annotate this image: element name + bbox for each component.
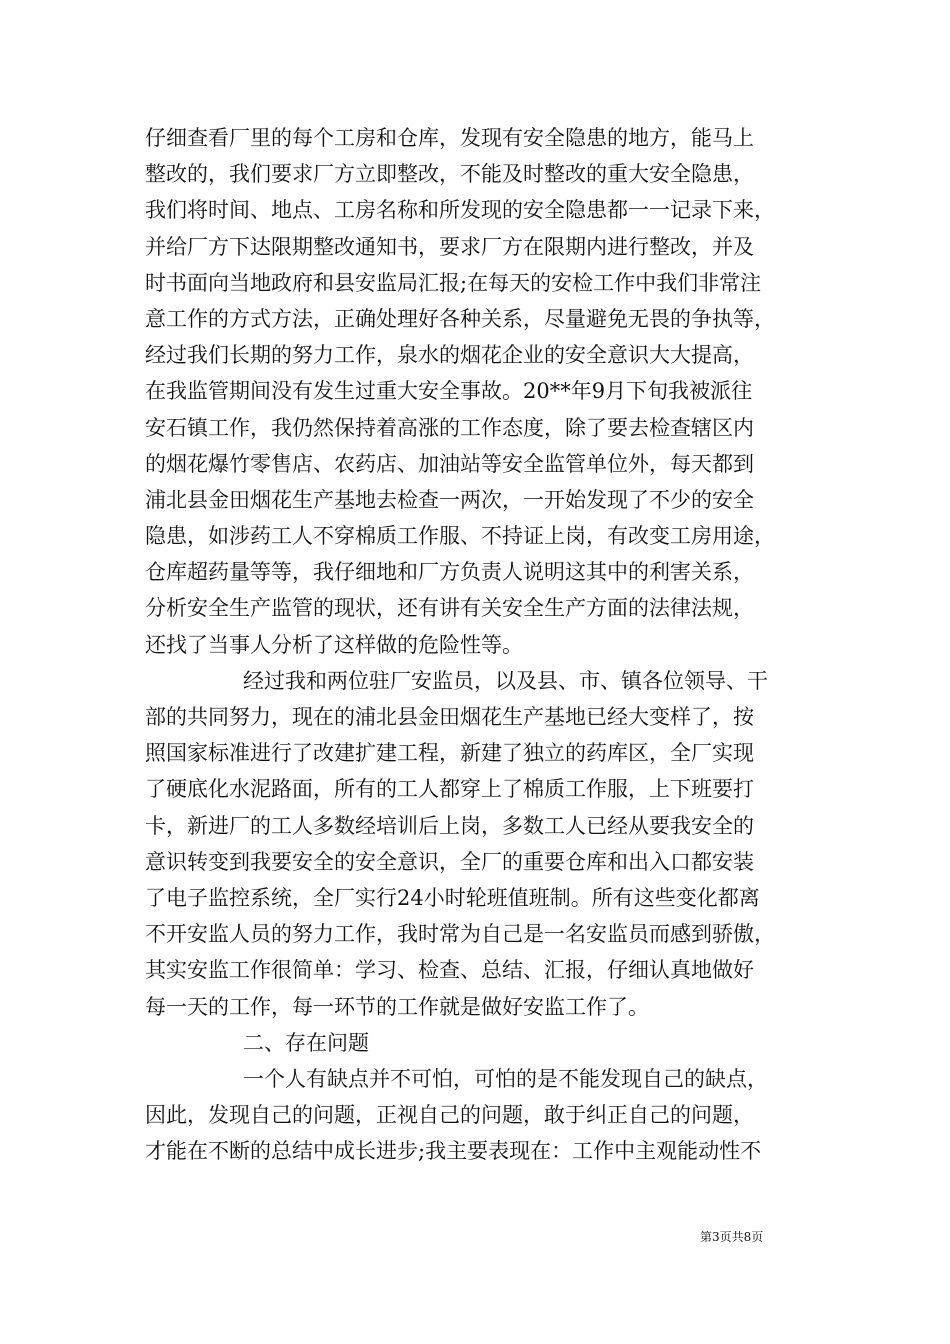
- text-line: 照国家标准进行了改建扩建工程，新建了独立的药库区，全厂实现: [145, 741, 754, 766]
- section-heading: 二、存在问题: [243, 1030, 369, 1055]
- body-text: [145, 120, 815, 1169]
- text-line: 才能在不断的总结中成长进步;我主要表现在：工作中主观能动性不: [145, 1139, 762, 1164]
- text-line: 经过我们长期的努力工作，泉水的烟花企业的安全意识大大提高，: [145, 343, 754, 368]
- text-line: 的烟花爆竹零售店、农药店、加油站等安全监管单位外，每天都到: [145, 451, 754, 476]
- text-line: 卡，新进厂的工人多数经培训后上岗，多数工人已经从要我安全的: [145, 813, 754, 838]
- text-line: 浦北县金田烟花生产基地去检查一两次，一开始发现了不少的安全: [145, 487, 754, 512]
- text-line: 了电子监控系统，全厂实行24小时轮班值班制。所有这些变化都离: [145, 885, 760, 910]
- text-line: 意工作的方式方法，正确处理好各种关系，尽量避免无畏的争执等，: [145, 306, 775, 331]
- text-line: 意识转变到我要安全的安全意识，全厂的重要仓库和出入口都安装: [145, 849, 754, 874]
- text-line: 还找了当事人分析了这样做的危险性等。: [145, 632, 523, 657]
- paragraph-start-line: 一个人有缺点并不可怕，可怕的是不能发现自己的缺点，: [243, 1066, 768, 1091]
- text-line: 了硬底化水泥路面，所有的工人都穿上了棉质工作服，上下班要打: [145, 777, 754, 802]
- text-line: 不开安监人员的努力工作，我时常为自己是一名安监员而感到骄傲，: [145, 922, 775, 947]
- text-line: 时书面向当地政府和县安监局汇报;在每天的安检工作中我们非常注: [145, 270, 762, 295]
- text-line: 在我监管期间没有发生过重大安全事故。20**年9月下旬我被派往: [145, 379, 753, 404]
- text-line: 隐患，如涉药工人不穿棉质工作服、不持证上岗，有改变工房用途，: [145, 524, 775, 549]
- text-line: 每一天的工作，每一环节的工作就是做好安监工作了。: [145, 994, 649, 1019]
- text-line: 整改的，我们要求厂方立即整改，不能及时整改的重大安全隐患，: [145, 162, 754, 187]
- text-line: 安石镇工作，我仍然保持着高涨的工作态度，除了要去检查辖区内: [145, 415, 754, 440]
- text-line: 仔细查看厂里的每个工房和仓库，发现有安全隐患的地方，能马上: [145, 126, 754, 150]
- paragraph-start-line: 经过我和两位驻厂安监员，以及县、市、镇各位领导、干: [243, 668, 768, 693]
- text-line: 分析安全生产监管的现状，还有讲有关安全生产方面的法律法规，: [145, 596, 754, 621]
- text-line: 我们将时间、地点、工房名称和所发现的安全隐患都一一记录下来，: [145, 198, 775, 223]
- text-line: 因此，发现自己的问题，正视自己的问题，敢于纠正自己的问题，: [145, 1103, 754, 1128]
- page-number: 第3页共8页: [700, 1230, 764, 1244]
- text-line: 仓库超药量等等，我仔细地和厂方负责人说明这其中的利害关系，: [145, 560, 754, 585]
- text-line: 其实安监工作很简单：学习、检查、总结、汇报，仔细认真地做好: [145, 958, 754, 983]
- text-line: 并给厂方下达限期整改通知书，要求厂方在限期内进行整改，并及: [145, 234, 754, 259]
- text-line: 部的共同努力，现在的浦北县金田烟花生产基地已经大变样了，按: [145, 705, 754, 729]
